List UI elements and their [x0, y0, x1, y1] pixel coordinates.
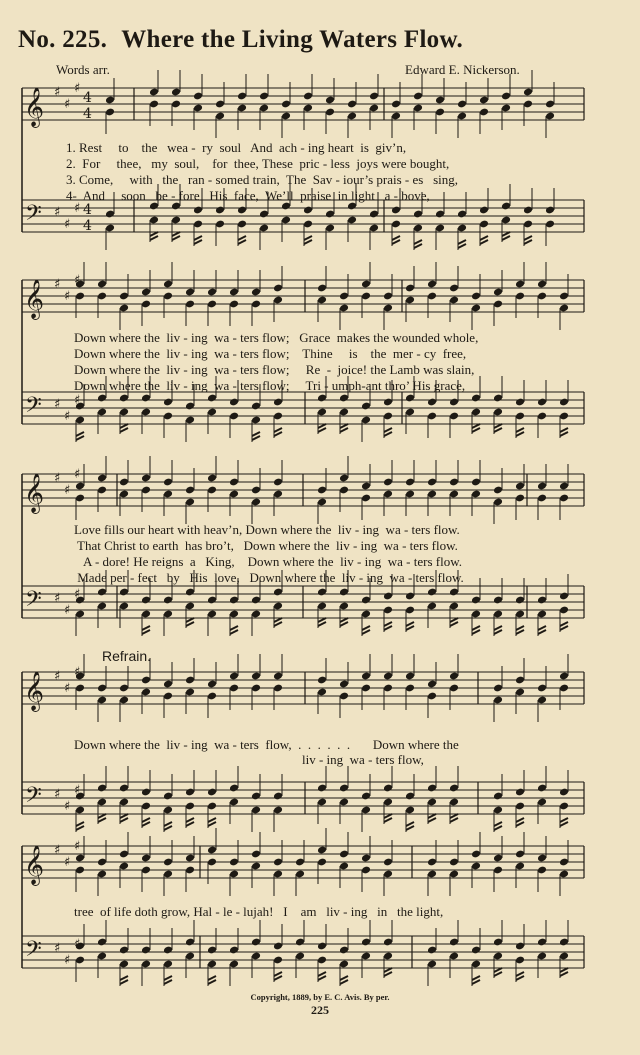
sharp-icon: ♯: [54, 85, 61, 100]
verse-3-line-1: 3. Come, with the ran - somed train, The Sav - iour’s prais - es sing,: [66, 172, 458, 187]
bass-clef-icon: 𝄢: [25, 783, 42, 813]
sharp-icon: ♯: [54, 397, 61, 412]
sharp-icon: ♯: [54, 787, 61, 802]
verse-4-line-2: Down where the liv - ing wa - ters flow; Tri - umph-ant thro’ His grace,: [74, 378, 466, 393]
sharp-icon: ♯: [74, 393, 81, 408]
time-signature: 4: [83, 90, 92, 106]
verse-4-line-3: Made per - fect by His love, Down where the liv - ing wa - ters flow.: [74, 570, 464, 585]
hymn-name: Where the Living Waters Flow.: [121, 26, 464, 53]
refrain-line-1: Down where the liv - ing wa - ters flow, . . . . . . Down where the: [74, 737, 459, 752]
treble-clef-icon: 𝄞: [24, 473, 45, 513]
page-number: 225: [311, 1003, 329, 1017]
time-signature: 4: [83, 218, 92, 234]
music-credit: Edward E. Nickerson.: [405, 62, 520, 77]
verse-4-line-1: 4- And soon be - fore His face, We’ll praise in light a - bove,: [66, 188, 430, 203]
verse-3-line-3: A - dore! He reigns a King, Down where the liv - ing wa - ters flow.: [74, 554, 462, 569]
bass-clef-icon: 𝄢: [25, 393, 42, 423]
sharp-icon: ♯: [74, 587, 81, 602]
treble-clef-icon: 𝄞: [24, 845, 45, 885]
verse-3-line-2: Down where the liv - ing wa - ters flow; Re - joice! the Lamb was slain,: [74, 362, 475, 377]
bass-clef-icon: 𝄢: [25, 937, 42, 967]
verse-1-line-1: 1. Rest to the wea - ry soul And ach - ing heart is giv’n,: [66, 140, 407, 155]
sharp-icon: ♯: [54, 941, 61, 956]
sharp-icon: ♯: [64, 799, 71, 814]
sharp-icon: ♯: [54, 277, 61, 292]
sharp-icon: ♯: [74, 81, 81, 96]
sharp-icon: ♯: [74, 467, 81, 482]
sharp-icon: ♯: [74, 783, 81, 798]
sharp-icon: ♯: [64, 97, 71, 112]
words-credit: Words arr.: [56, 62, 110, 77]
sharp-icon: ♯: [64, 409, 71, 424]
refrain-line-3: tree of life doth grow, Hal - le - lujah! I am liv - ing in the light,: [74, 904, 444, 919]
sharp-icon: ♯: [64, 855, 71, 870]
sharp-icon: ♯: [64, 681, 71, 696]
sharp-icon: ♯: [74, 273, 81, 288]
treble-clef-icon: 𝄞: [24, 87, 45, 127]
copyright-notice: Copyright, 1889, by E. C. Avis. By per.: [250, 992, 390, 1002]
sharp-icon: ♯: [74, 201, 81, 216]
refrain-line-2: liv - ing wa - ters flow,: [302, 752, 424, 767]
sharp-icon: ♯: [74, 937, 81, 952]
sharp-icon: ♯: [74, 839, 81, 854]
verse-1-line-3: Love fills our heart with heav’n, Down where the liv - ing wa - ters flow.: [74, 522, 460, 537]
treble-clef-icon: 𝄞: [24, 671, 45, 711]
sharp-icon: ♯: [64, 603, 71, 618]
bass-clef-icon: 𝄢: [25, 201, 42, 231]
time-signature: 4: [83, 106, 92, 122]
verse-1-line-2: Down where the liv - ing wa - ters flow; Grace makes the wounded whole,: [74, 330, 479, 345]
sharp-icon: ♯: [64, 289, 71, 304]
sharp-icon: ♯: [54, 843, 61, 858]
sharp-icon: ♯: [54, 669, 61, 684]
sharp-icon: ♯: [54, 205, 61, 220]
sharp-icon: ♯: [54, 471, 61, 486]
sharp-icon: ♯: [74, 665, 81, 680]
verse-2-line-2: Down where the liv - ing wa - ters flow; Thine is the mer - cy free,: [74, 346, 467, 361]
sharp-icon: ♯: [64, 217, 71, 232]
refrain-label: Refrain.: [102, 648, 152, 664]
treble-clef-icon: 𝄞: [24, 279, 45, 319]
sharp-icon: ♯: [64, 953, 71, 968]
sharp-icon: ♯: [64, 483, 71, 498]
verse-2-line-1: 2. For thee, my soul, for thee, These pric - less joys were bought,: [66, 156, 450, 171]
bass-clef-icon: 𝄢: [25, 587, 42, 617]
time-signature: 4: [83, 202, 92, 218]
sharp-icon: ♯: [54, 591, 61, 606]
verse-2-line-3: That Christ to earth has bro’t, Down where the liv - ing wa - ters flow.: [74, 538, 458, 553]
hymn-number: No. 225.: [18, 26, 108, 53]
